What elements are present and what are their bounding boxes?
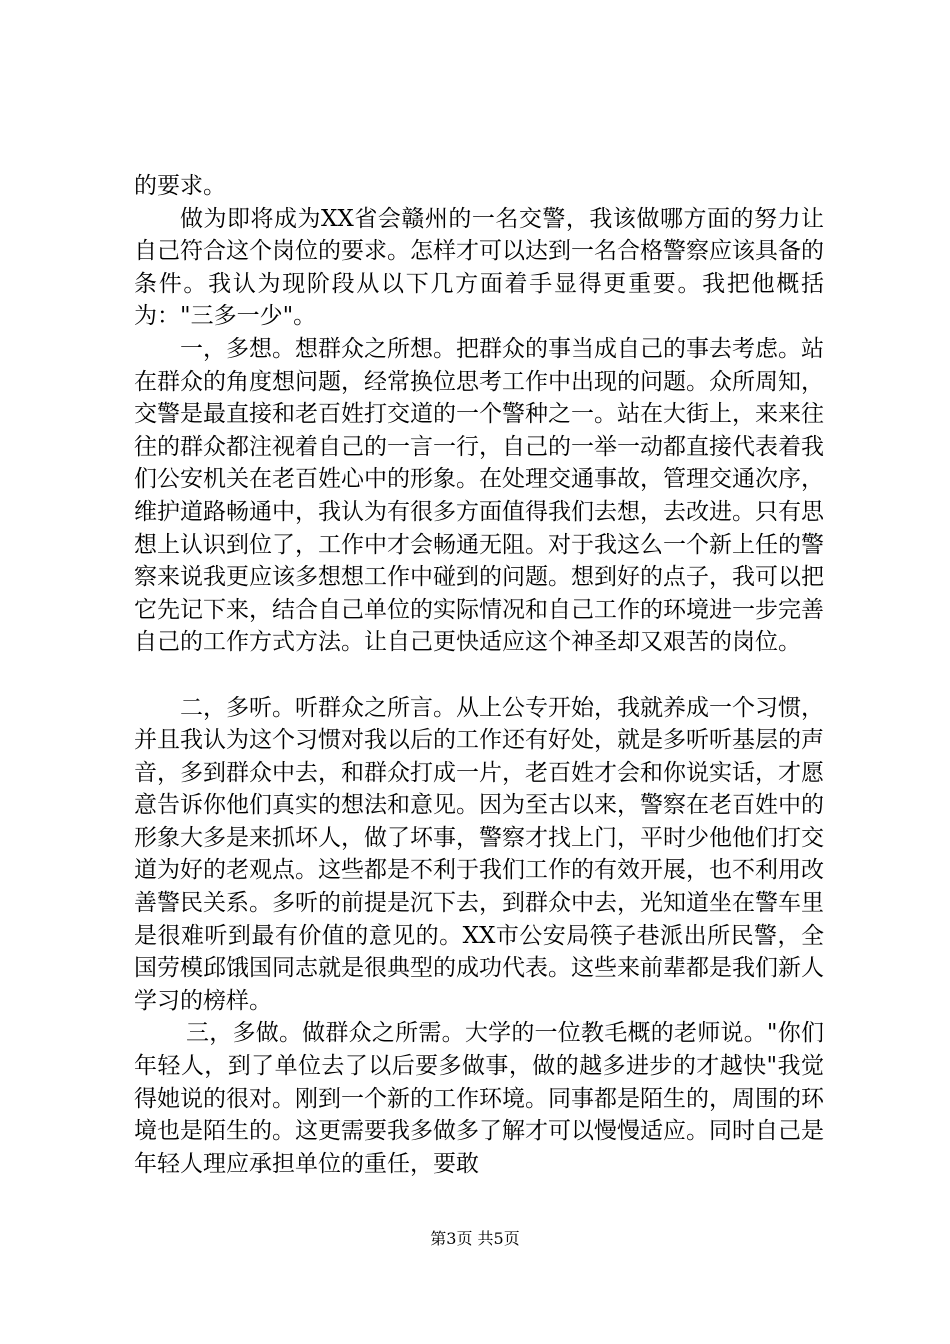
document-body bbox=[134, 170, 824, 1180]
paragraph-intro: 做为即将成为XX省会赣州的一名交警，我该做哪方面的努力让自己符合这个岗位的要求。怎样才可以达到一名合格警察应该具备的条件。我认为现阶段从以下几方面着手显得更重要。我把他概括为："三多一少"。 bbox=[134, 205, 824, 330]
paragraph-continuation: 的要求。 bbox=[134, 173, 226, 199]
paragraph-listen-more: 二，多听。听群众之所言。从上公专开始，我就养成一个习惯，并且我认为这个习惯对我以后的工作还有好处，就是多听听基层的声音，多到群众中去，和群众打成一片，老百姓才会和你说实话，才愿意告诉你他们真实的想法和意见。因为至古以来，警察在老百姓中的形象大多是来抓坏人，做了坏事，警察才找上门，平时少他他们打交道为好的老观点。这些都是不利于我们工作的有效开展，也不利用改善警民关系。多听的前提是沉下去，到群众中去，光知道坐在警车里是很难听到最有价值的意见的。XX市公安局筷子巷派出所民警，全国劳模邱饿国同志就是很典型的成功代表。这些来前辈都是我们新人学习的榜样。 bbox=[134, 694, 824, 1014]
paragraph-think-more: 一，多想。想群众之所想。把群众的事当成自己的事去考虑。站在群众的角度想问题，经常换位思考工作中出现的问题。众所周知，交警是最直接和老百姓打交道的一个警种之一。站在大街上，来来往往的群众都注视着自己的一言一行，自己的一举一动都直接代表着我们公安机关在老百姓心中的形象。在处理交通事故，管理交通次序，维护道路畅通中，我认为有很多方面值得我们去想，去改进。只有思想上认识到位了，工作中才会畅通无阻。对于我这么一个新上任的警察来说我更应该多想想工作中碰到的问题。想到好的点子，我可以把它先记下来，结合自己单位的实际情况和自己工作的环境进一步完善自己的工作方式方法。让自己更快适应这个神圣却又艰苦的岗位。 bbox=[134, 335, 824, 656]
paragraph-gap bbox=[134, 659, 824, 692]
page-number-footer: 第3页 共5页 bbox=[430, 1229, 520, 1248]
paragraph-do-more: 三，多做。做群众之所需。大学的一位教毛概的老师说。"你们年轻人，到了单位去了以后要多做事，做的越多进步的才越快"我觉得她说的很对。刚到一个新的工作环境。同事都是陌生的，周围的环境也是陌生的。这更需要我多做多了解才可以慢慢适应。同时自己是年轻人理应承担单位的重任，要敢 bbox=[134, 1020, 824, 1177]
